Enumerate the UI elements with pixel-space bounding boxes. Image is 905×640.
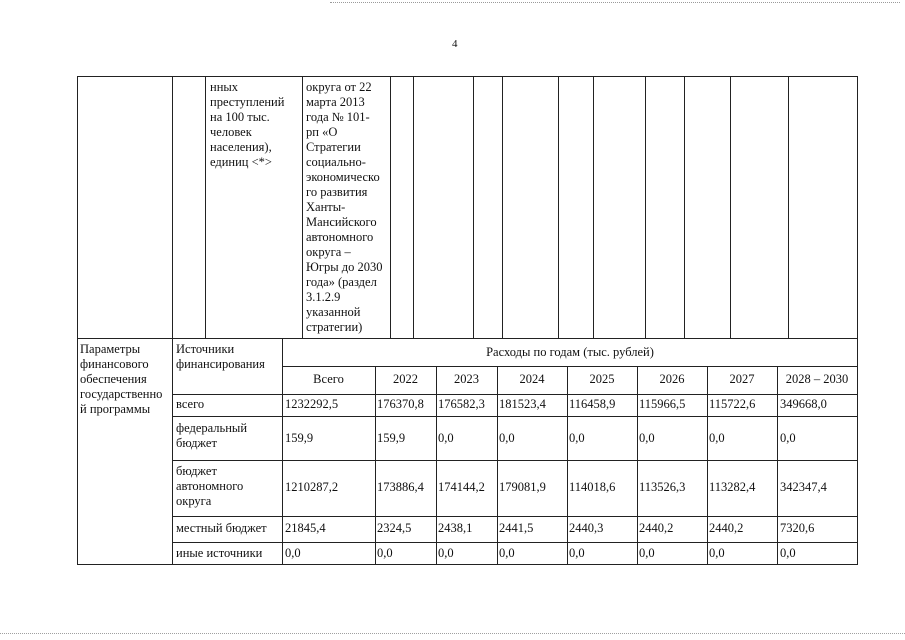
upper-col-divider (390, 76, 391, 338)
value-cell: 0,0 (377, 546, 393, 560)
value-cell: 159,9 (377, 431, 406, 445)
upper-top-border (77, 76, 858, 77)
row-divider (172, 460, 858, 461)
value-cell: 2441,5 (499, 521, 534, 535)
upper-col-divider (645, 76, 646, 338)
upper-col-divider (473, 76, 474, 338)
value-cell: 173886,4 (377, 480, 424, 494)
value-cell: 0,0 (499, 546, 515, 560)
upper-col-divider (788, 76, 789, 338)
value-cell: 174144,2 (438, 480, 485, 494)
year-header: 2024 (519, 372, 545, 386)
value-cell: 0,0 (639, 431, 655, 445)
row-label: иные источники (176, 546, 263, 560)
table-col-divider (172, 76, 173, 564)
row-label: всего (176, 397, 205, 411)
value-cell: 0,0 (569, 546, 585, 560)
col-divider (375, 366, 376, 564)
col-divider (777, 366, 778, 564)
year-header: 2022 (393, 372, 418, 386)
finance-top-border (77, 338, 858, 339)
value-cell: 342347,4 (780, 480, 827, 494)
scan-artifact-top (330, 2, 900, 3)
value-cell: 0,0 (499, 431, 515, 445)
year-header: 2028 – 2030 (785, 372, 849, 386)
value-cell: 2440,3 (569, 521, 604, 535)
col-divider (707, 366, 708, 564)
row-divider (172, 542, 858, 543)
col-divider (567, 366, 568, 564)
upper-col-divider (558, 76, 559, 338)
year-header: 2023 (454, 372, 479, 386)
value-cell: 113282,4 (709, 480, 756, 494)
value-cell: 2440,2 (709, 521, 744, 535)
row-label: федеральный бюджет (176, 421, 248, 450)
header-divider (282, 366, 858, 367)
value-cell: 179081,9 (499, 480, 546, 494)
sources-header: Источники финансирования (176, 342, 265, 371)
table-right-border (857, 76, 858, 564)
value-cell: 1210287,2 (285, 480, 339, 494)
value-cell: 7320,6 (780, 521, 815, 535)
value-cell: 0,0 (438, 546, 454, 560)
value-cell: 159,9 (285, 431, 314, 445)
value-cell: 349668,0 (780, 397, 827, 411)
value-cell: 181523,4 (499, 397, 546, 411)
value-cell: 1232292,5 (285, 397, 339, 411)
value-cell: 2438,1 (438, 521, 473, 535)
value-cell: 176370,8 (377, 397, 424, 411)
upper-col-divider (730, 76, 731, 338)
col-divider (637, 366, 638, 564)
value-cell: 0,0 (285, 546, 301, 560)
value-cell: 116458,9 (569, 397, 616, 411)
value-cell: 113526,3 (639, 480, 686, 494)
value-cell: 2440,2 (639, 521, 674, 535)
scan-artifact-bottom (0, 633, 905, 634)
value-cell: 0,0 (569, 431, 585, 445)
value-cell: 0,0 (709, 546, 725, 560)
expenses-header: Расходы по годам (тыс. рублей) (486, 345, 654, 359)
value-cell: 0,0 (709, 431, 725, 445)
value-cell: 114018,6 (569, 480, 616, 494)
row-divider (172, 394, 858, 395)
upper-col-divider (593, 76, 594, 338)
params-label: Параметры финансового обеспечения государственно й программы (80, 342, 163, 416)
value-cell: 21845,4 (285, 521, 326, 535)
year-header: 2025 (589, 372, 615, 386)
table-left-border (77, 76, 78, 564)
value-cell: 115722,6 (709, 397, 756, 411)
upper-col-divider (205, 76, 206, 338)
indicator-text: нных преступлений на 100 тыс. человек населения), единиц <*> (210, 80, 285, 169)
upper-col-divider (502, 76, 503, 338)
row-divider (172, 416, 858, 417)
table-bottom-border (77, 564, 858, 565)
value-cell: 0,0 (438, 431, 454, 445)
value-cell: 176582,3 (438, 397, 485, 411)
row-label: местный бюджет (176, 521, 267, 535)
value-cell: 2324,5 (377, 521, 412, 535)
row-divider (172, 516, 858, 517)
col-divider (436, 366, 437, 564)
upper-col-divider (302, 76, 303, 338)
upper-col-divider (413, 76, 414, 338)
value-cell: 0,0 (780, 431, 796, 445)
year-header: 2027 (729, 372, 755, 386)
value-cell: 0,0 (780, 546, 796, 560)
value-cell: 115966,5 (639, 397, 686, 411)
year-header: Всего (313, 372, 344, 386)
year-header: 2026 (659, 372, 685, 386)
row-label: бюджет автономного округа (176, 464, 244, 508)
page-number: 4 (452, 38, 458, 50)
col-divider (497, 366, 498, 564)
upper-col-divider (684, 76, 685, 338)
source-text: округа от 22 марта 2013 года № 101- рп «О Стратегии социально- экономическо го развития Ханты- Мансийского автономного округа – Югры до 2030 года» (раздел 3.1.2.9 указанной стратегии) (306, 80, 383, 334)
value-cell: 0,0 (639, 546, 655, 560)
